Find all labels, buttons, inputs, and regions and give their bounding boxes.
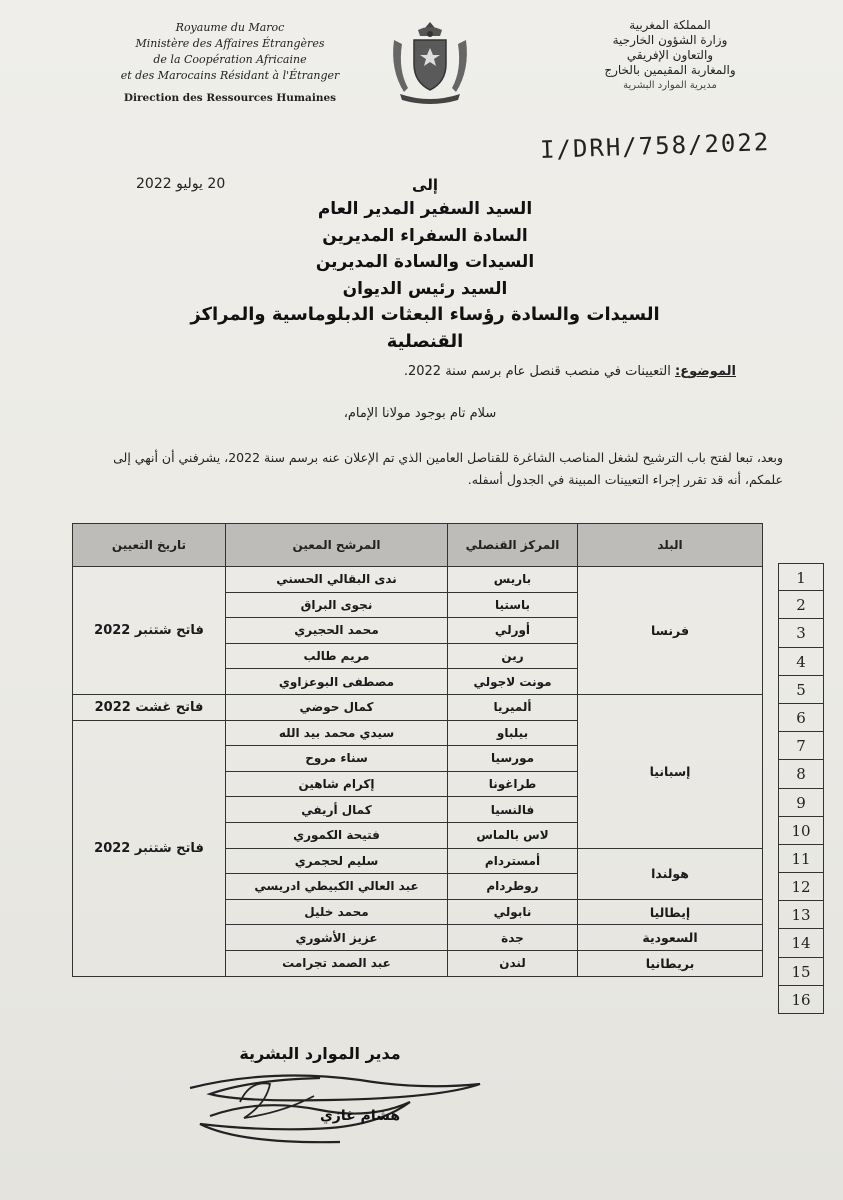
fr-line: et des Marocains Résidant à l'Étranger [120, 69, 340, 82]
consulate-cell: ألميريا [448, 694, 578, 720]
subject-text: التعيينات في منصب قنصل عام برسم سنة 2022. [403, 364, 671, 379]
ar-line: وزارة الشؤون الخارجية [612, 33, 728, 47]
row-number: 8 [778, 760, 824, 788]
row-number: 7 [778, 732, 824, 760]
candidate-cell: محمد خليل [226, 899, 448, 925]
consulate-cell: باريس [448, 567, 578, 593]
row-number: 10 [778, 817, 824, 845]
consulate-cell: مورسيا [448, 746, 578, 772]
country-cell: بريطانيا [578, 950, 763, 976]
candidate-cell: مصطفى البوعزاوي [226, 669, 448, 695]
coat-of-arms-icon [380, 18, 480, 108]
consulate-cell: باستيا [448, 592, 578, 618]
candidate-cell: كمال أريفي [226, 797, 448, 823]
row-number: 2 [778, 591, 824, 619]
recipient-line: السادة السفراء المديرين [322, 225, 528, 246]
consulate-cell: جدة [448, 925, 578, 951]
ar-line: والتعاون الإفريقي [626, 48, 714, 62]
recipients-block [150, 174, 700, 355]
subject-label: الموضوع: [675, 364, 736, 379]
row-number: 14 [778, 929, 824, 957]
consulate-cell: لندن [448, 950, 578, 976]
recipient-line: السيدات والسادة رؤساء البعثات الدبلوماسية والمراكز القنصلية [190, 304, 660, 352]
table-row [73, 694, 763, 720]
consulate-cell: أمستردام [448, 848, 578, 874]
intro-paragraph: وبعد، تبعا لفتح باب الترشيح لشغل المناصب الشاغرة للقناصل العامين الذي تم الإعلان عنه برسم سنة 2022، يشرفني أن أنهي إلى علمكم، أنه قد تقرر إجراء التعيينات المبينة في الجدول أسفله. [113, 450, 783, 487]
table-header-row [73, 524, 763, 567]
fr-line: de la Coopération Africaine [153, 53, 307, 66]
consulate-cell: مونت لاجولي [448, 669, 578, 695]
candidate-cell: سليم لحجمري [226, 848, 448, 874]
signatory-name: هشام غازي [319, 1108, 401, 1124]
handwritten-signature [150, 1058, 570, 1148]
country-cell: هولندا [578, 848, 763, 899]
greeting: سلام تام بوجود مولانا الإمام، [343, 406, 497, 421]
recipient-to: إلى [412, 176, 438, 194]
date-cell: فاتح شتنبر 2022 [73, 567, 226, 695]
signatory-title: مدير الموارد البشرية [239, 1044, 401, 1063]
consulate-cell: بيلباو [448, 720, 578, 746]
consulate-cell: روطردام [448, 874, 578, 900]
candidate-cell: إكرام شاهين [226, 771, 448, 797]
row-numbers [778, 563, 824, 1014]
reference-number: I/DRH/758/2022 [539, 127, 771, 165]
row-number: 11 [778, 845, 824, 873]
country-cell: فرنسا [578, 567, 763, 695]
arabic-letterhead [570, 18, 770, 93]
row-number: 16 [778, 986, 824, 1014]
row-number: 6 [778, 704, 824, 732]
appointments-table [72, 523, 763, 977]
date-cell: فاتح شتنبر 2022 [73, 720, 226, 976]
consulate-cell: طراغونا [448, 771, 578, 797]
candidate-cell: محمد الحجيري [226, 618, 448, 644]
row-number: 15 [778, 958, 824, 986]
candidate-cell: عبد العالي الكبيطي ادريسي [226, 874, 448, 900]
country-cell: السعودية [578, 925, 763, 951]
fr-line: Ministère des Affaires Étrangères [135, 37, 325, 50]
row-number: 1 [778, 563, 824, 591]
row-number: 3 [778, 619, 824, 647]
consulate-cell: نابولي [448, 899, 578, 925]
candidate-cell: نجوى البراق [226, 592, 448, 618]
header-candidate: المرشح المعين [226, 524, 448, 567]
candidate-cell: كمال حوضي [226, 694, 448, 720]
row-number: 9 [778, 789, 824, 817]
header-country: البلد [578, 524, 763, 567]
header-consulate: المركز القنصلي [448, 524, 578, 567]
header-date: تاريخ التعيين [73, 524, 226, 567]
row-number: 12 [778, 873, 824, 901]
candidate-cell: عزيز الأشوري [226, 925, 448, 951]
consulate-cell: أورلي [448, 618, 578, 644]
country-cell: إيطاليا [578, 899, 763, 925]
candidate-cell: سناء مروح [226, 746, 448, 772]
consulate-cell: لاس بالماس [448, 822, 578, 848]
country-cell: إسبانيا [578, 694, 763, 848]
recipient-line: السيد السفير المدير العام [317, 199, 533, 219]
ar-direction: مديرية الموارد البشرية [623, 80, 717, 91]
candidate-cell: عبد الصمد تجرامت [226, 950, 448, 976]
recipient-line: السيد رئيس الديوان [342, 278, 508, 299]
candidate-cell: مريم طالب [226, 643, 448, 669]
fr-direction: Direction des Ressources Humaines [123, 92, 337, 104]
row-number: 13 [778, 901, 824, 929]
french-letterhead [95, 20, 365, 106]
subject-line [200, 364, 736, 379]
consulate-cell: فالنسيا [448, 797, 578, 823]
recipient-line: السيدات والسادة المديرين [315, 252, 535, 272]
consulate-cell: رين [448, 643, 578, 669]
date-cell: فاتح غشت 2022 [73, 694, 226, 720]
candidate-cell: فتيحة الكموري [226, 822, 448, 848]
fr-line: Royaume du Maroc [175, 21, 285, 34]
ar-line: المملكة المغربية [629, 18, 711, 32]
row-number: 4 [778, 648, 824, 676]
ar-line: والمغاربة المقيمين بالخارج [604, 63, 736, 77]
letter-date: 20 يوليو 2022 [136, 176, 226, 192]
row-number: 5 [778, 676, 824, 704]
candidate-cell: ندى البقالي الحسني [226, 567, 448, 593]
table-row [73, 567, 763, 593]
candidate-cell: سيدي محمد بيد الله [226, 720, 448, 746]
